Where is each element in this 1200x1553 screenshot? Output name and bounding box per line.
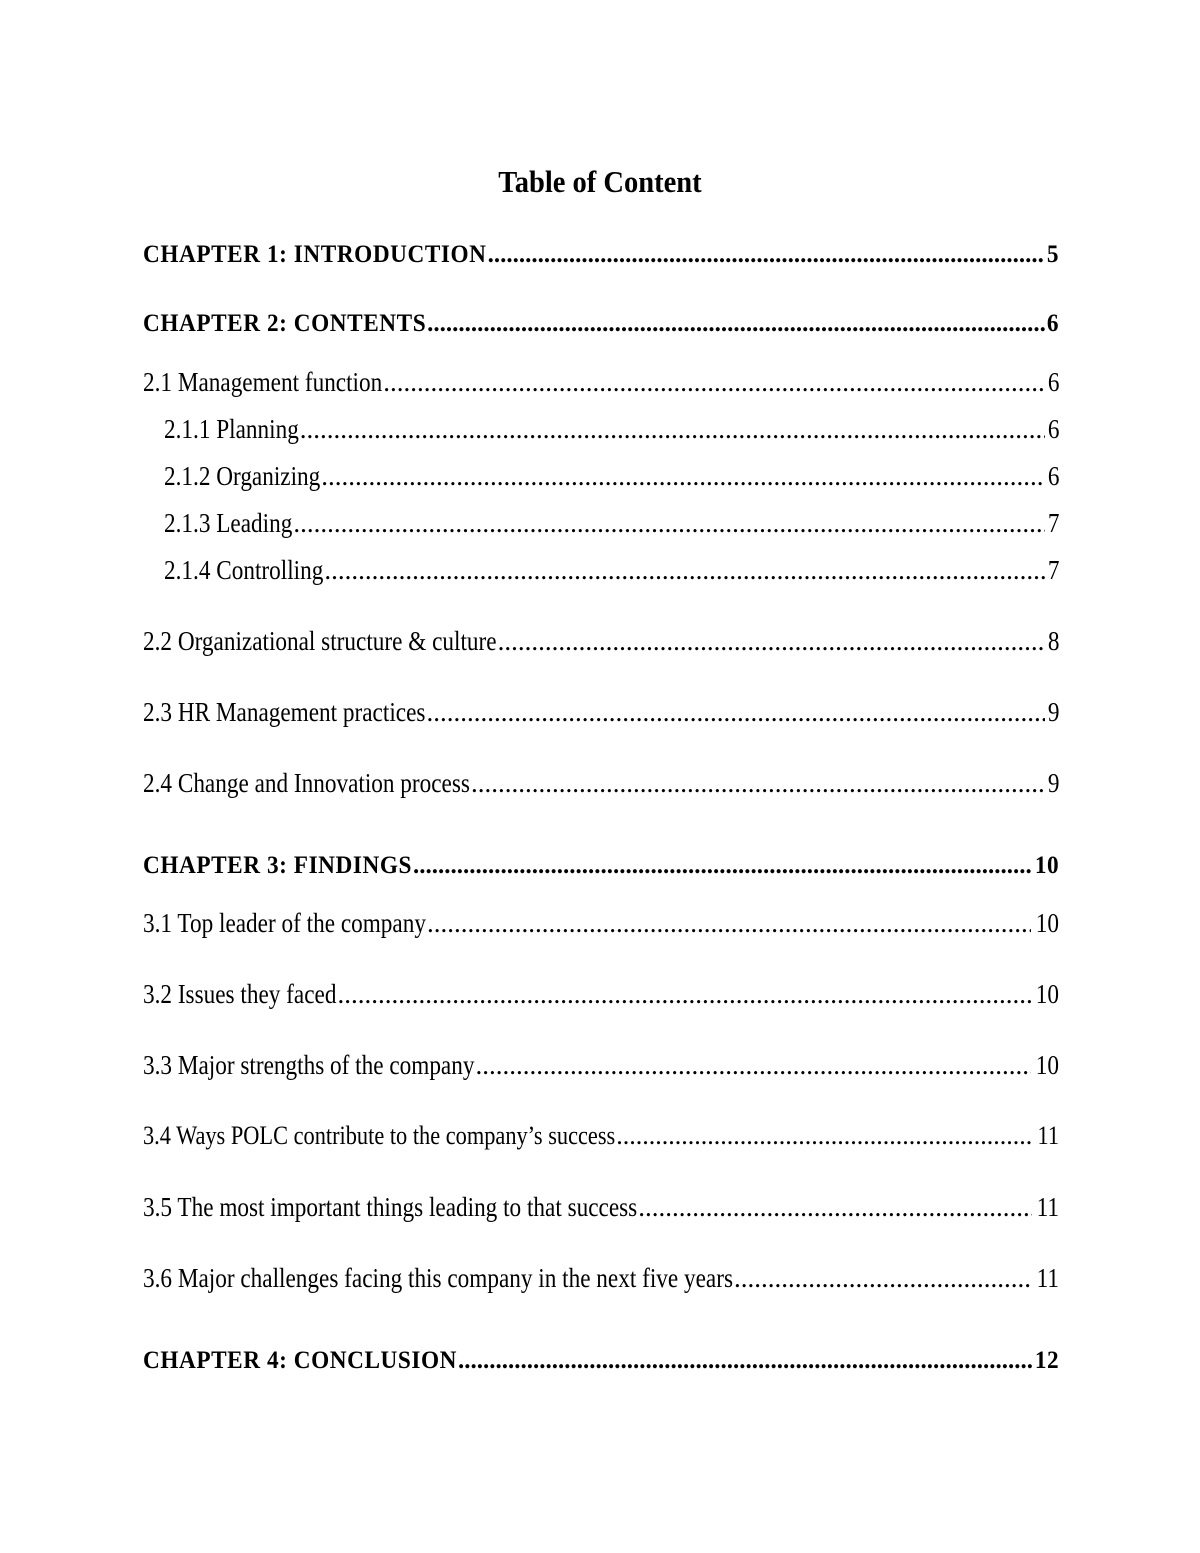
toc-entry-page: 7 xyxy=(1047,555,1059,585)
toc-entry-label: 3.6 Major challenges facing this company in the next five years xyxy=(143,1263,734,1293)
toc-entry-2-2[interactable] xyxy=(143,625,1059,657)
dot-leader xyxy=(300,413,1045,445)
toc-entry-2-4[interactable] xyxy=(143,767,1059,799)
toc-entry-page: 10 xyxy=(1035,979,1059,1009)
toc-entry-page: 10 xyxy=(1035,1050,1059,1080)
dot-leader xyxy=(471,767,1045,799)
toc-entry-page: 7 xyxy=(1047,508,1059,538)
toc-entry-page: 11 xyxy=(1036,1263,1059,1293)
dot-leader xyxy=(734,1262,1032,1294)
toc-entry-label: 3.2 Issues they faced xyxy=(143,979,337,1009)
toc-entry-label: CHAPTER 1: INTRODUCTION xyxy=(143,241,487,268)
dot-leader xyxy=(293,507,1044,539)
toc-entry-label: 2.1.4 Controlling xyxy=(164,555,324,585)
toc-entry-page: 10 xyxy=(1035,908,1059,938)
dot-leader xyxy=(413,850,1032,882)
dot-leader xyxy=(476,1049,1031,1081)
toc-entry-page: 6 xyxy=(1046,310,1059,337)
toc-entry-3-2[interactable] xyxy=(143,978,1059,1010)
toc-entry-page: 12 xyxy=(1034,1347,1059,1374)
toc-entry-page: 9 xyxy=(1047,697,1059,727)
toc-entry-page: 6 xyxy=(1047,367,1059,397)
toc-entry-3-1[interactable] xyxy=(143,907,1059,939)
toc-entry-3-6[interactable] xyxy=(143,1262,1059,1294)
dot-leader xyxy=(458,1345,1032,1377)
toc-entry-2-1-1[interactable] xyxy=(164,413,1059,445)
toc-entry-page: 5 xyxy=(1046,241,1059,268)
toc-entry-chapter-2[interactable] xyxy=(143,308,1059,340)
toc-entry-label: CHAPTER 3: FINDINGS xyxy=(143,852,412,879)
toc-entry-2-1-4[interactable] xyxy=(164,554,1059,586)
dot-leader xyxy=(616,1120,1033,1152)
toc-entry-label: 2.2 Organizational structure & culture xyxy=(143,626,497,656)
toc-entry-label: 2.1 Management function xyxy=(143,367,383,397)
toc-entry-page: 11 xyxy=(1036,1192,1059,1222)
toc-entry-label: CHAPTER 2: CONTENTS xyxy=(143,310,427,337)
toc-entry-3-3[interactable] xyxy=(143,1049,1059,1081)
toc-entry-label: CHAPTER 4: CONCLUSION xyxy=(143,1347,457,1374)
dot-leader xyxy=(498,625,1045,657)
dot-leader xyxy=(426,696,1044,728)
toc-entry-label: 3.5 The most important things leading to that success xyxy=(143,1192,638,1222)
toc-title: Table of Content xyxy=(498,164,702,199)
toc-entry-page: 10 xyxy=(1034,852,1059,879)
toc-entry-2-1-2[interactable] xyxy=(164,460,1059,492)
toc-entry-2-1-3[interactable] xyxy=(164,507,1059,539)
toc-entry-label: 2.1.1 Planning xyxy=(164,414,299,444)
toc-entry-label: 2.1.3 Leading xyxy=(164,508,293,538)
toc-entry-label: 2.3 HR Management practices xyxy=(143,697,426,727)
toc-entry-label: 2.4 Change and Innovation process xyxy=(143,768,470,798)
dot-leader xyxy=(638,1191,1032,1223)
toc-entry-2-1[interactable] xyxy=(143,366,1059,398)
dot-leader xyxy=(383,366,1044,398)
toc-entry-3-4[interactable] xyxy=(143,1120,1059,1152)
toc-entry-chapter-3[interactable] xyxy=(143,850,1059,882)
dot-leader xyxy=(427,907,1031,939)
dot-leader xyxy=(321,460,1044,492)
toc-entry-page: 6 xyxy=(1047,461,1059,491)
toc-entry-page: 8 xyxy=(1047,626,1059,656)
dot-leader xyxy=(337,978,1031,1010)
toc-entry-label: 3.1 Top leader of the company xyxy=(143,908,426,938)
dot-leader xyxy=(427,308,1045,340)
toc-entry-label: 3.4 Ways POLC contribute to the company’s success xyxy=(143,1121,616,1150)
toc-entry-2-3[interactable] xyxy=(143,696,1059,728)
dot-leader xyxy=(488,239,1045,271)
dot-leader xyxy=(324,554,1044,586)
toc-entry-chapter-4[interactable] xyxy=(143,1345,1059,1377)
toc-entry-label: 2.1.2 Organizing xyxy=(164,461,321,491)
toc-entry-3-5[interactable] xyxy=(143,1191,1059,1223)
toc-entry-page: 11 xyxy=(1037,1121,1059,1150)
toc-entry-page: 6 xyxy=(1047,414,1059,444)
toc-entry-label: 3.3 Major strengths of the company xyxy=(143,1050,475,1080)
toc-entry-page: 9 xyxy=(1047,768,1059,798)
toc-entry-chapter-1[interactable] xyxy=(143,239,1059,271)
